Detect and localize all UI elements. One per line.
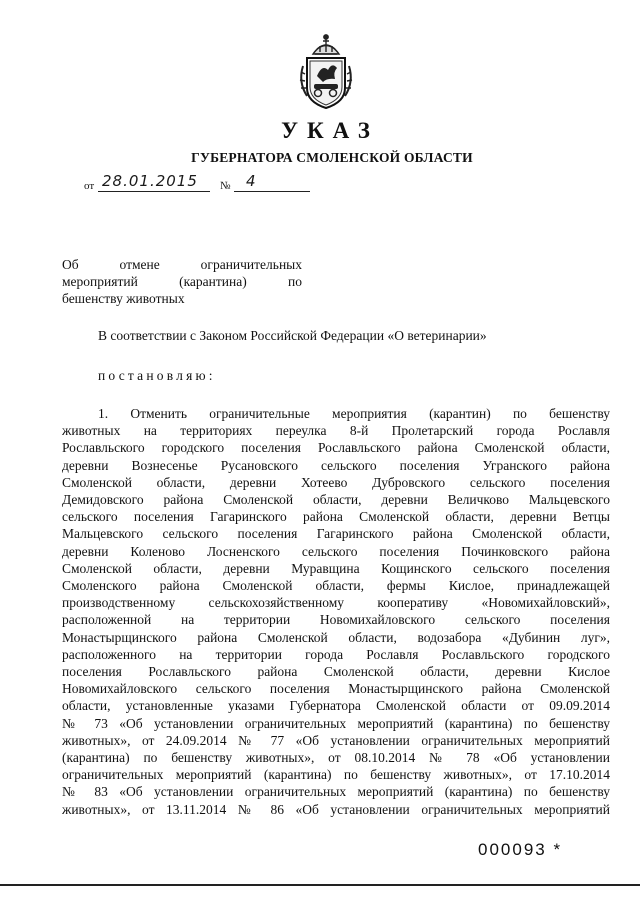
paragraph-line: Смоленской области, деревни Хотеево Дубровского сельского поселения	[62, 474, 610, 490]
number-label: №	[220, 180, 231, 192]
bottom-rule	[0, 884, 640, 886]
document-subtitle: ГУБЕРНАТОРА СМОЛЕНСКОЙ ОБЛАСТИ	[191, 150, 473, 165]
date-handwritten: 28.01.2015	[102, 172, 198, 190]
decree-word: постановляю:	[98, 368, 216, 383]
paragraph-1	[62, 405, 610, 818]
paragraph-line: животных», от 24.09.2014 № 77 «Об установлении ограничительных мероприятий	[62, 732, 610, 748]
subject-line: Об отмене ограничительных	[62, 257, 302, 272]
subject-heading	[62, 256, 302, 307]
subject-line: бешенству животных	[62, 291, 185, 306]
paragraph-line: деревни Вознесенье Русановского сельского поселения Угранского района	[62, 457, 610, 473]
paragraph-line: Смоленской области, деревни Муравщина Кощинского сельского поселения	[62, 560, 610, 576]
serial-number: 000093 *	[478, 840, 563, 859]
dateline	[84, 172, 324, 194]
document-title: УКАЗ	[281, 118, 379, 143]
paragraph-line: поселения Рославльского района Смоленской области, деревни Кислое	[62, 664, 610, 680]
paragraph-line: Смоленского района Смоленской области, фермы Кислое, принадлежащей	[62, 578, 610, 594]
paragraph-line: (карантина) по бешенству животных», от 08.10.2014 № 78 «Об установлении	[62, 750, 610, 766]
paragraph-line: Рославльского городского поселения Рославльского района Смоленской области,	[62, 440, 610, 456]
paragraph-line: № 83 «Об установлении ограничительных мероприятий (карантина) по бешенству	[62, 784, 610, 800]
paragraph-line: деревни Коленово Лосненского сельского поселения Починковского района	[62, 543, 610, 559]
paragraph-line: Монастырщинского района Смоленской области, водозабора «Дубинин луг»,	[62, 629, 610, 645]
paragraph-line: производственному сельскохозяйственному кооперативу «Новомихайловский»,	[62, 595, 610, 611]
paragraph-line: расположенного на территории города Рославля Рославльского городского	[62, 646, 610, 662]
coat-of-arms-emblem	[295, 32, 357, 112]
paragraph-line: 1. Отменить ограничительные мероприятия (карантин) по бешенству	[98, 406, 610, 421]
paragraph-line: Мальцевского сельского поселения Гагаринского района Смоленской области,	[62, 526, 610, 542]
subject-line: мероприятий (карантина) по	[62, 274, 302, 289]
paragraph-line: ограничительных мероприятий (карантина) по бешенству животных», от 17.10.2014	[62, 767, 610, 783]
number-handwritten: 4	[246, 172, 257, 190]
paragraph-line: области, установленные указами Губернатора Смоленской области от 09.09.2014	[62, 698, 610, 714]
paragraph-line: Демидовского района Смоленской области, деревни Величково Мальцевского	[62, 492, 610, 508]
paragraph-line: расположенной на территории Новомихайловского сельского поселения	[62, 612, 610, 628]
legal-basis: В соответствии с Законом Российской Федерации «О ветеринарии»	[98, 328, 487, 343]
paragraph-line: сельского поселения Гагаринского района Смоленской области, деревни Ветцы	[62, 509, 610, 525]
paragraph-line: № 73 «Об установлении ограничительных мероприятий (карантина) по бешенству	[62, 715, 610, 731]
paragraph-line: Новомихайловского сельского поселения Монастырщинского района Смоленской	[62, 681, 610, 697]
date-label: от	[84, 180, 95, 192]
paragraph-line: животных», от 13.11.2014 № 86 «Об установлении ограничительных мероприятий	[62, 801, 610, 817]
paragraph-line: животных на территориях переулка 8-й Пролетарский города Рославля	[62, 423, 610, 439]
